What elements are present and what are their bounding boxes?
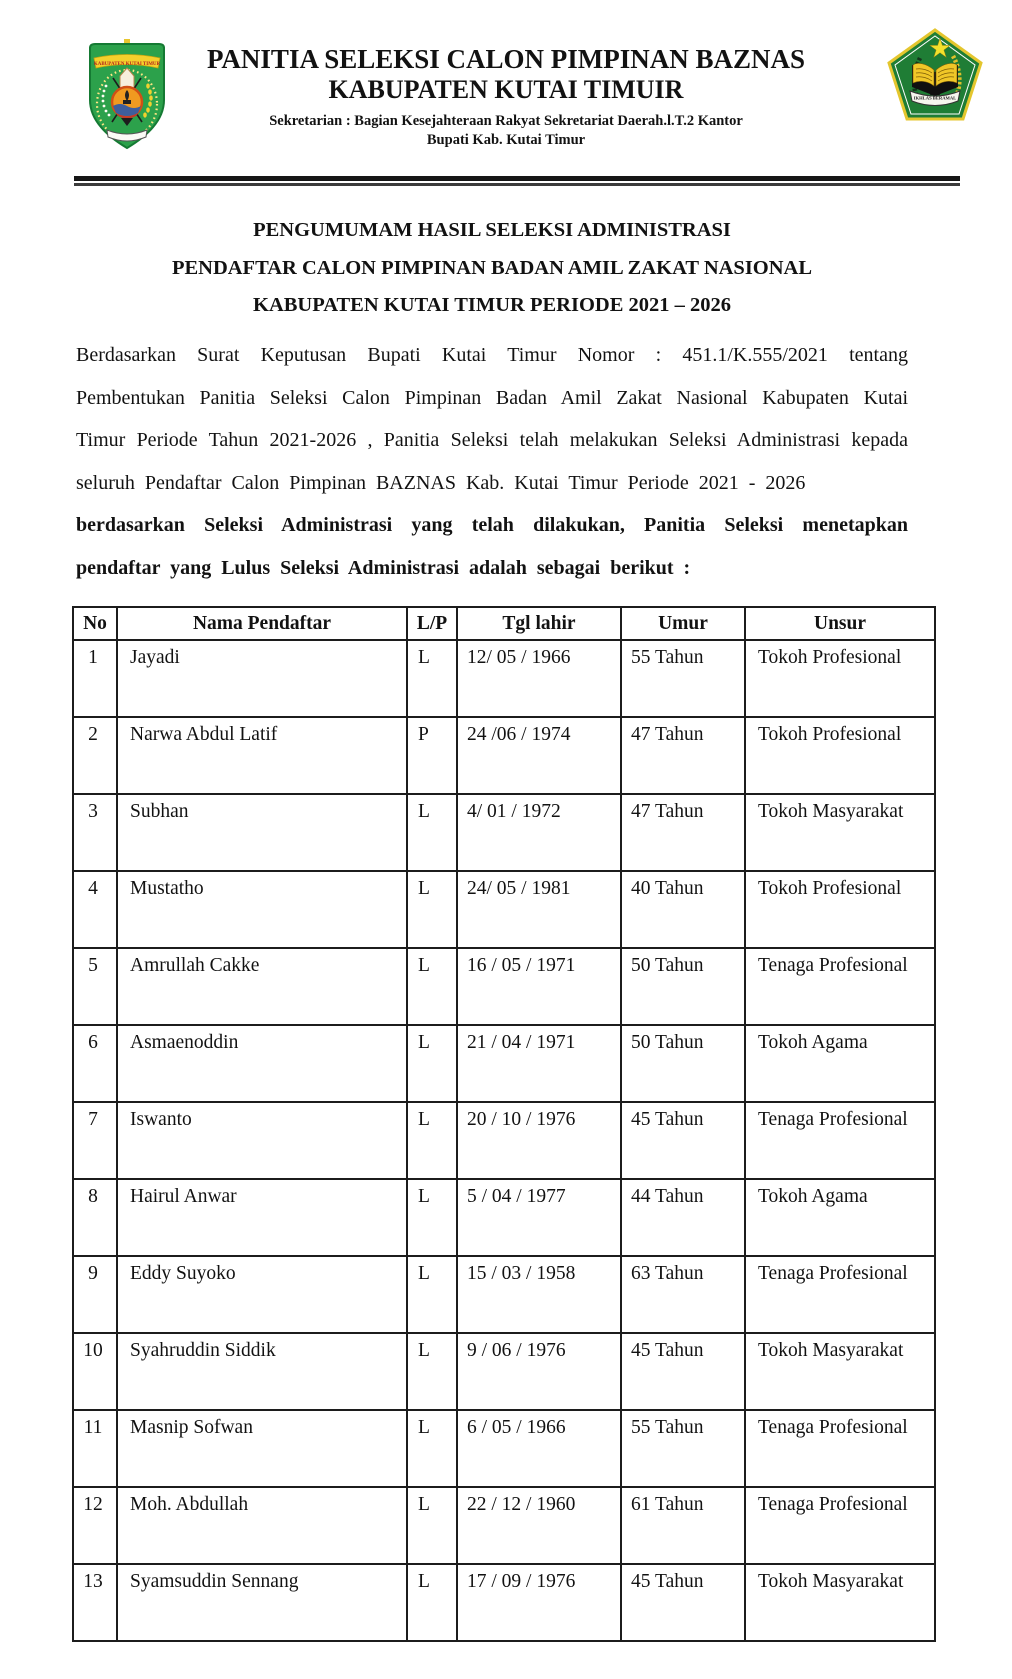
column-header: Tgl lahir <box>457 607 621 640</box>
table-cell: Tenaga Profesional <box>745 1487 935 1564</box>
table-cell: L <box>407 640 457 717</box>
table-cell: Moh. Abdullah <box>117 1487 407 1564</box>
table-cell: Tokoh Agama <box>745 1179 935 1256</box>
table-cell: 15 / 03 / 1958 <box>457 1256 621 1333</box>
table-cell: Mustatho <box>117 871 407 948</box>
secretariat-address-line2: Bupati Kab. Kutai Timur <box>426 132 586 148</box>
table-cell: 45 Tahun <box>621 1333 745 1410</box>
table-cell: Tokoh Masyarakat <box>745 794 935 871</box>
table-cell: Tenaga Profesional <box>745 1256 935 1333</box>
table-row <box>73 948 935 1025</box>
table-row <box>73 1333 935 1410</box>
table-cell: 5 <box>73 948 117 1025</box>
table-cell: 47 Tahun <box>621 794 745 871</box>
table-cell: L <box>407 1025 457 1102</box>
table-cell: Syahruddin Siddik <box>117 1333 407 1410</box>
table-cell: 40 Tahun <box>621 871 745 948</box>
kutai-timur-emblem-icon <box>80 38 174 152</box>
table-cell: Tokoh Profesional <box>745 871 935 948</box>
table-cell: 20 / 10 / 1976 <box>457 1102 621 1179</box>
table-cell: 22 / 12 / 1960 <box>457 1487 621 1564</box>
table-header-row <box>73 607 935 640</box>
table-cell: Subhan <box>117 794 407 871</box>
table-cell: L <box>407 948 457 1025</box>
table-cell: Tenaga Profesional <box>745 948 935 1025</box>
body-paragraph: Berdasarkan Surat Keputusan Bupati Kutai Timur Nomor : 451.1/K.555/2021 tentang Pembentukan Panitia Seleksi Calon Pimpinan Badan Amil Zakat Nasional Kabupaten Kutai Timur Periode Tahun 2021-2026 , Panitia Seleksi telah melakukan Seleksi Administrasi kepada seluruh Pendaftar Calon Pimpinan BAZNAS Kab. Kutai Timur Periode 2021 - 2026 <box>76 344 908 494</box>
table-cell: Tenaga Profesional <box>745 1410 935 1487</box>
document-title-line3: KABUPATEN KUTAI TIMUR PERIODE 2021 – 2026 <box>253 294 731 316</box>
table-cell: 4 <box>73 871 117 948</box>
letterhead-divider <box>74 176 960 186</box>
table-cell: Iswanto <box>117 1102 407 1179</box>
table-cell: 61 Tahun <box>621 1487 745 1564</box>
table-cell: Tokoh Masyarakat <box>745 1333 935 1410</box>
table-cell: Amrullah Cakke <box>117 948 407 1025</box>
table-cell: 1 <box>73 640 117 717</box>
table-cell: 10 <box>73 1333 117 1410</box>
body-text <box>76 334 908 589</box>
table-cell: L <box>407 1410 457 1487</box>
table-cell: 45 Tahun <box>621 1102 745 1179</box>
table-cell: 16 / 05 / 1971 <box>457 948 621 1025</box>
secretariat-address-line1: Sekretarian : Bagian Kesejahteraan Rakyat Sekretariat Daerah.l.T.2 Kantor <box>269 113 743 129</box>
applicants-table <box>72 606 936 1642</box>
table-cell: 4/ 01 / 1972 <box>457 794 621 871</box>
table-cell: 11 <box>73 1410 117 1487</box>
applicants-table-body <box>73 640 935 1641</box>
table-row <box>73 1256 935 1333</box>
table-cell: 17 / 09 / 1976 <box>457 1564 621 1641</box>
table-row <box>73 1487 935 1564</box>
table-cell: Hairul Anwar <box>117 1179 407 1256</box>
column-header: Umur <box>621 607 745 640</box>
org-name-line2: KABUPATEN KUTAI TIMUIR <box>328 75 684 104</box>
document-title <box>76 212 908 325</box>
table-cell: 3 <box>73 794 117 871</box>
table-row <box>73 794 935 871</box>
table-row <box>73 1410 935 1487</box>
table-cell: 45 Tahun <box>621 1564 745 1641</box>
table-cell: 47 Tahun <box>621 717 745 794</box>
table-cell: Tokoh Agama <box>745 1025 935 1102</box>
table-cell: Tenaga Profesional <box>745 1102 935 1179</box>
table-cell: 7 <box>73 1102 117 1179</box>
table-cell: Masnip Sofwan <box>117 1410 407 1487</box>
table-cell: 44 Tahun <box>621 1179 745 1256</box>
org-name-line1: PANITIA SELEKSI CALON PIMPINAN BAZNAS <box>206 44 806 74</box>
table-row <box>73 640 935 717</box>
table-cell: L <box>407 871 457 948</box>
table-cell: Syamsuddin Sennang <box>117 1564 407 1641</box>
table-cell: 5 / 04 / 1977 <box>457 1179 621 1256</box>
table-cell: 63 Tahun <box>621 1256 745 1333</box>
table-cell: Jayadi <box>117 640 407 717</box>
table-cell: L <box>407 1564 457 1641</box>
table-cell: 8 <box>73 1179 117 1256</box>
table-cell: Eddy Suyoko <box>117 1256 407 1333</box>
table-cell: 12/ 05 / 1966 <box>457 640 621 717</box>
table-row <box>73 1025 935 1102</box>
table-cell: Tokoh Profesional <box>745 640 935 717</box>
table-cell: 50 Tahun <box>621 948 745 1025</box>
letterhead-text <box>185 44 827 150</box>
column-header: Nama Pendaftar <box>117 607 407 640</box>
table-cell: 6 / 05 / 1966 <box>457 1410 621 1487</box>
table-cell: L <box>407 1333 457 1410</box>
table-cell: P <box>407 717 457 794</box>
table-cell: 50 Tahun <box>621 1025 745 1102</box>
table-cell: 21 / 04 / 1971 <box>457 1025 621 1102</box>
table-cell: 13 <box>73 1564 117 1641</box>
table-cell: 2 <box>73 717 117 794</box>
table-row <box>73 1564 935 1641</box>
table-cell: L <box>407 1256 457 1333</box>
table-cell: Narwa Abdul Latif <box>117 717 407 794</box>
table-cell: 55 Tahun <box>621 640 745 717</box>
document-title-line1: PENGUMUMAM HASIL SELEKSI ADMINISTRASI <box>253 219 731 241</box>
table-cell: L <box>407 794 457 871</box>
table-cell: 6 <box>73 1025 117 1102</box>
column-header: Unsur <box>745 607 935 640</box>
table-row <box>73 1179 935 1256</box>
body-paragraph-bold: berdasarkan Seleksi Administrasi yang telah dilakukan, Panitia Seleksi menetapkan pendaftar yang Lulus Seleksi Administrasi adalah sebagai berikut : <box>76 514 908 579</box>
table-row <box>73 871 935 948</box>
table-cell: Asmaenoddin <box>117 1025 407 1102</box>
document-title-line2: PENDAFTAR CALON PIMPINAN BADAN AMIL ZAKAT NASIONAL <box>171 256 813 279</box>
table-cell: L <box>407 1102 457 1179</box>
table-cell: 24 /06 / 1974 <box>457 717 621 794</box>
table-cell: Tokoh Masyarakat <box>745 1564 935 1641</box>
table-cell: L <box>407 1487 457 1564</box>
table-cell: 9 / 06 / 1976 <box>457 1333 621 1410</box>
kemenag-emblem-icon <box>886 28 984 124</box>
column-header: L/P <box>407 607 457 640</box>
column-header: No <box>73 607 117 640</box>
table-cell: 12 <box>73 1487 117 1564</box>
kutai-banner-text: KABUPATEN KUTAI TIMUR <box>93 62 161 67</box>
kemenag-banner-text: IKHLAS BERAMAL <box>913 95 957 101</box>
table-cell: 24/ 05 / 1981 <box>457 871 621 948</box>
table-cell: 9 <box>73 1256 117 1333</box>
table-cell: Tokoh Profesional <box>745 717 935 794</box>
table-cell: 55 Tahun <box>621 1410 745 1487</box>
table-row <box>73 717 935 794</box>
table-cell: L <box>407 1179 457 1256</box>
table-row <box>73 1102 935 1179</box>
